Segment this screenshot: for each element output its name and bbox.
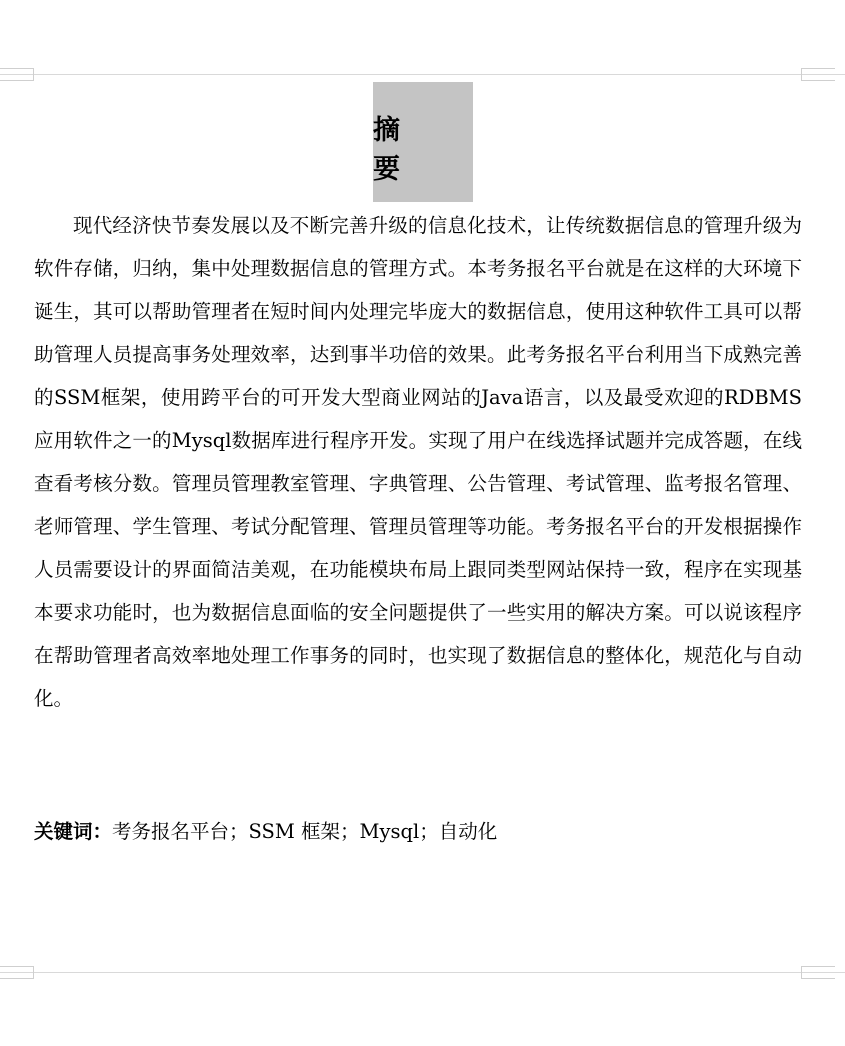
abstract-paragraph: 现代经济快节奏发展以及不断完善升级的信息化技术，让传统数据信息的管理升级为软件存储，归纳，集中处理数据信息的管理方式。本考务报名平台就是在这样的大环境下诞生，其可以帮助管理者在短时间内处理完毕庞大的数据信息，使用这种软件工具可以帮助管理人员提高事务处理效率，达到事半功倍的效果。此考务报名平台利用当下成熟完善的SSM框架，使用跨平台的可开发大型商业网站的Java语言，以及最受欢迎的RDBMS应用软件之一的Mysql数据库进行程序开发。实现了用户在线选择试题并完成答题，在线查看考核分数。管理员管理教室管理、字典管理、公告管理、考试管理、监考报名管理、老师管理、学生管理、考试分配管理、管理员管理等功能。考务报名平台的开发根据操作人员需要设计的界面简洁美观，在功能模块布局上跟同类型网站保持一致，程序在实现基本要求功能时，也为数据信息面临的安全问题提供了一些实用的解决方案。可以说该程序在帮助管理者高效率地处理工作事务的同时，也实现了数据信息的整体化，规范化与自动化。 (34, 214, 802, 710)
top-margin-line (0, 74, 845, 75)
keywords-text: 考务报名平台；SSM 框架；Mysql；自动化 (112, 820, 498, 843)
bottom-right-margin-mark (801, 966, 835, 979)
top-left-margin-mark (0, 68, 34, 81)
bottom-margin-line (0, 972, 845, 973)
keywords-line (34, 810, 802, 853)
bottom-left-margin-mark (0, 966, 34, 979)
top-right-margin-mark (801, 68, 835, 81)
page-title: 摘 要 (373, 115, 467, 185)
keywords-label: 关键词： (34, 820, 113, 843)
title-highlight (373, 82, 473, 202)
